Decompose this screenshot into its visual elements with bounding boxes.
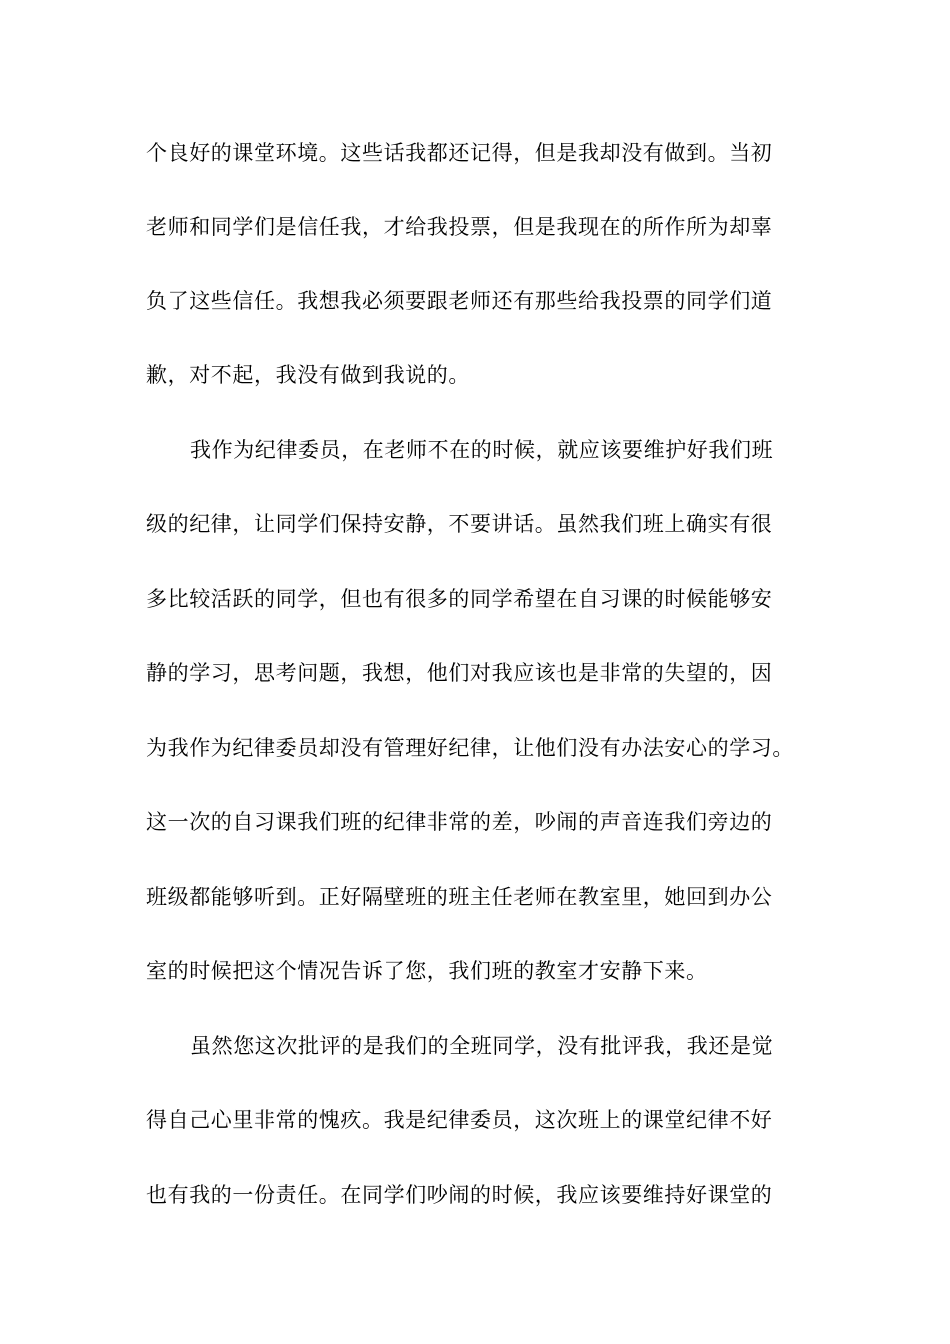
- text-line: 室的时候把这个情况告诉了您，我们班的教室才安静下来。: [146, 959, 708, 983]
- paragraph-first-line: 虽然您这次批评的是我们的全班同学，没有批评我，我还是觉: [190, 1034, 774, 1058]
- text-line: 级的纪律，让同学们保持安静，不要讲话。虽然我们班上确实有很: [146, 512, 773, 536]
- text-line: 得自己心里非常的愧疚。我是纪律委员，这次班上的课堂纪律不好: [146, 1108, 773, 1132]
- text-line: 老师和同学们是信任我，才给我投票，但是我现在的所作所为却辜: [146, 215, 773, 239]
- text-line: 也有我的一份责任。在同学们吵闹的时候，我应该要维持好课堂的: [146, 1183, 773, 1207]
- text-line: 为我作为纪律委员却没有管理好纪律，让他们没有办法安心的学习。: [146, 736, 794, 760]
- text-line: 负了这些信任。我想我必须要跟老师还有那些给我投票的同学们道: [146, 289, 773, 313]
- paragraph-first-line: 我作为纪律委员，在老师不在的时候，就应该要维护好我们班: [190, 438, 774, 462]
- text-line: 多比较活跃的同学，但也有很多的同学希望在自习课的时候能够安: [146, 587, 773, 611]
- text-line: 歉，对不起，我没有做到我说的。: [146, 363, 470, 387]
- text-line: 这一次的自习课我们班的纪律非常的差，吵闹的声音连我们旁边的: [146, 810, 773, 834]
- text-line: 个良好的课堂环境。这些话我都还记得，但是我却没有做到。当初: [146, 141, 773, 165]
- text-line: 静的学习，思考问题，我想，他们对我应该也是非常的失望的，因: [146, 661, 773, 685]
- text-line: 班级都能够听到。正好隔壁班的班主任老师在教室里，她回到办公: [146, 885, 773, 909]
